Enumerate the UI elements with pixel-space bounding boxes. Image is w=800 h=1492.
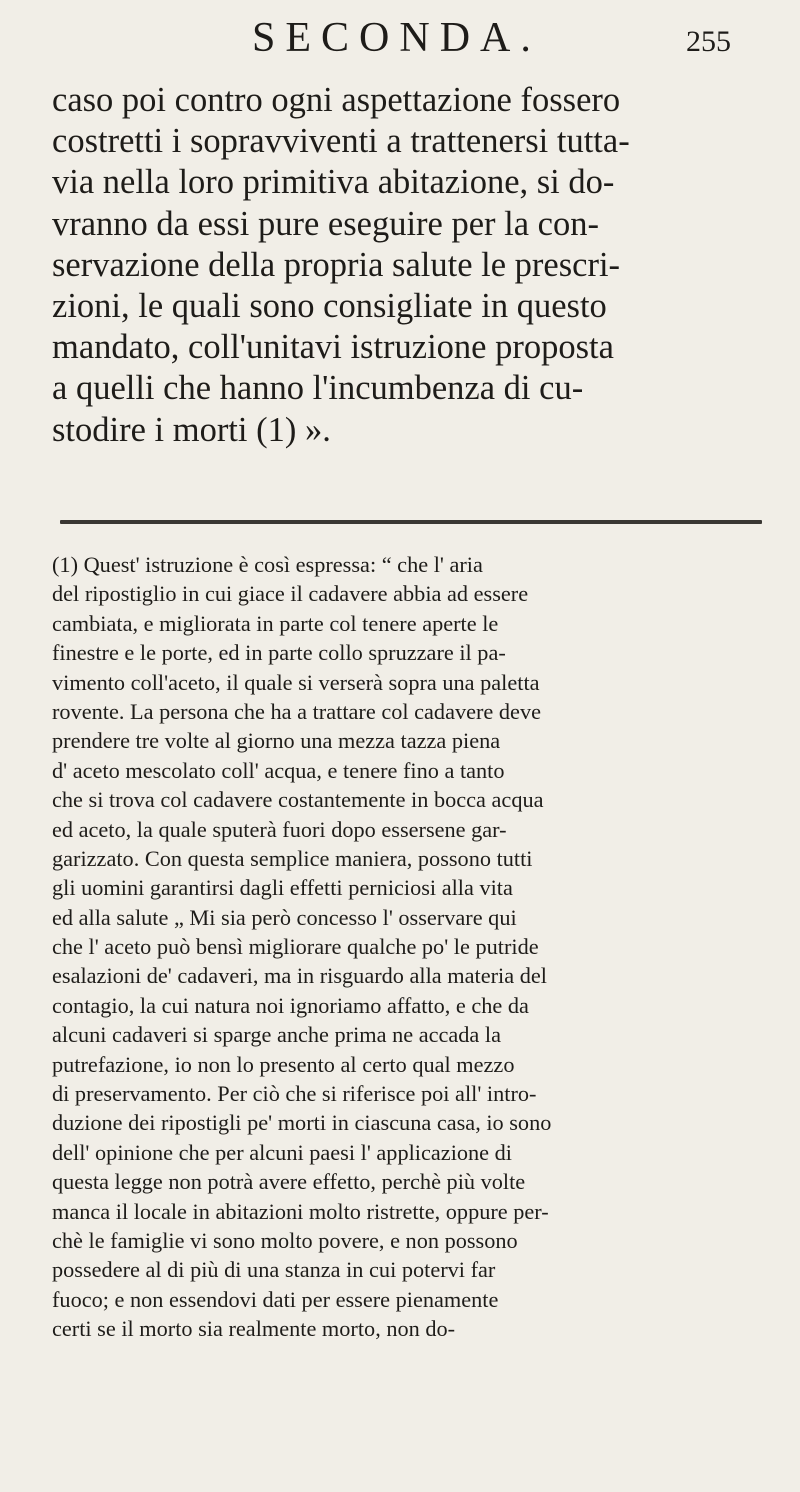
footnote-line: esalazioni de' cadaveri, ma in risguardo alla materia del bbox=[52, 963, 547, 989]
page-number: 255 bbox=[686, 25, 731, 58]
footnote-line: del ripostiglio in cui giace il cadavere abbia ad essere bbox=[52, 581, 529, 607]
footnote-line: finestre e le porte, ed in parte collo spruzzare il pa- bbox=[52, 640, 506, 666]
text-line: servazione della propria salute le prescri- bbox=[52, 245, 621, 284]
text-line: caso poi contro ogni aspettazione fossero bbox=[52, 81, 621, 119]
footnote-line: rovente. La persona che ha a trattare col cadavere deve bbox=[52, 698, 541, 724]
page-header bbox=[0, 14, 800, 62]
footnote-line: putrefazione, io non lo presento al certo qual mezzo bbox=[52, 1051, 515, 1077]
text-line: zioni, le quali sono consigliate in questo bbox=[52, 286, 607, 325]
footnote-line: che si trova col cadavere costantemente in bocca acqua bbox=[52, 787, 544, 813]
footnote-line: cambiata, e migliorata in parte col tenere aperte le bbox=[52, 610, 499, 636]
footnote-line: questa legge non potrà avere effetto, perchè più volte bbox=[52, 1169, 526, 1195]
text-line: a quelli che hanno l'incumbenza di cu- bbox=[52, 369, 584, 408]
footnote-line: vimento coll'aceto, il quale si verserà sopra una paletta bbox=[52, 669, 540, 695]
footnote-line: gli uomini garantirsi dagli effetti perniciosi alla vita bbox=[52, 875, 513, 901]
footnote bbox=[52, 550, 767, 1344]
footnote-line: prendere tre volte al giorno una mezza tazza piena bbox=[52, 728, 501, 754]
footnote-line: garizzato. Con questa semplice maniera, possono tutti bbox=[52, 845, 533, 871]
footnote-line: di preservamento. Per ciò che si riferisce poi all' intro- bbox=[52, 1081, 537, 1107]
text-line: via nella loro primitiva abitazione, si do- bbox=[52, 163, 615, 202]
footnote-line: manca il locale in abitazioni molto ristrette, oppure per- bbox=[52, 1198, 549, 1224]
footnote-line: possedere al di più di una stanza in cui potervi far bbox=[52, 1257, 496, 1283]
footnote-line: certi se il morto sia realmente morto, non do- bbox=[52, 1316, 456, 1342]
text-line: stodire i morti (1) ». bbox=[52, 410, 331, 449]
footnote-line: contagio, la cui natura noi ignoriamo affatto, e che da bbox=[52, 992, 529, 1018]
footnote-line: ed alla salute „ Mi sia però concesso l' osservare qui bbox=[52, 904, 517, 930]
text-line: vranno da essi pure eseguire per la con- bbox=[52, 204, 599, 243]
footnote-separator-rule bbox=[60, 520, 762, 524]
footnote-line: duzione dei ripostigli pe' morti in ciascuna casa, io sono bbox=[52, 1110, 552, 1136]
footnote-line: d' aceto mescolato coll' acqua, e tenere fino a tanto bbox=[52, 757, 505, 783]
text-line: costretti i sopravviventi a trattenersi tutta- bbox=[52, 122, 630, 161]
footnote-line: chè le famiglie vi sono molto povere, e non possono bbox=[52, 1227, 518, 1253]
text-line: mandato, coll'unitavi istruzione proposta bbox=[52, 328, 614, 367]
footnote-line: alcuni cadaveri si sparge anche prima ne accada la bbox=[52, 1022, 501, 1048]
footnote-line: che l' aceto può bensì migliorare qualche po' le putride bbox=[52, 934, 539, 960]
footnote-line: ed aceto, la quale sputerà fuori dopo essersene gar- bbox=[52, 816, 507, 842]
footnote-line: fuoco; e non essendovi dati per essere pienamente bbox=[52, 1286, 499, 1312]
footnote-line: dell' opinione che per alcuni paesi l' applicazione di bbox=[52, 1139, 512, 1165]
footnote-line: (1) Quest' istruzione è così espressa: “ che l' aria bbox=[52, 552, 483, 577]
running-title: SECONDA. bbox=[252, 15, 541, 61]
main-paragraph bbox=[52, 80, 762, 451]
